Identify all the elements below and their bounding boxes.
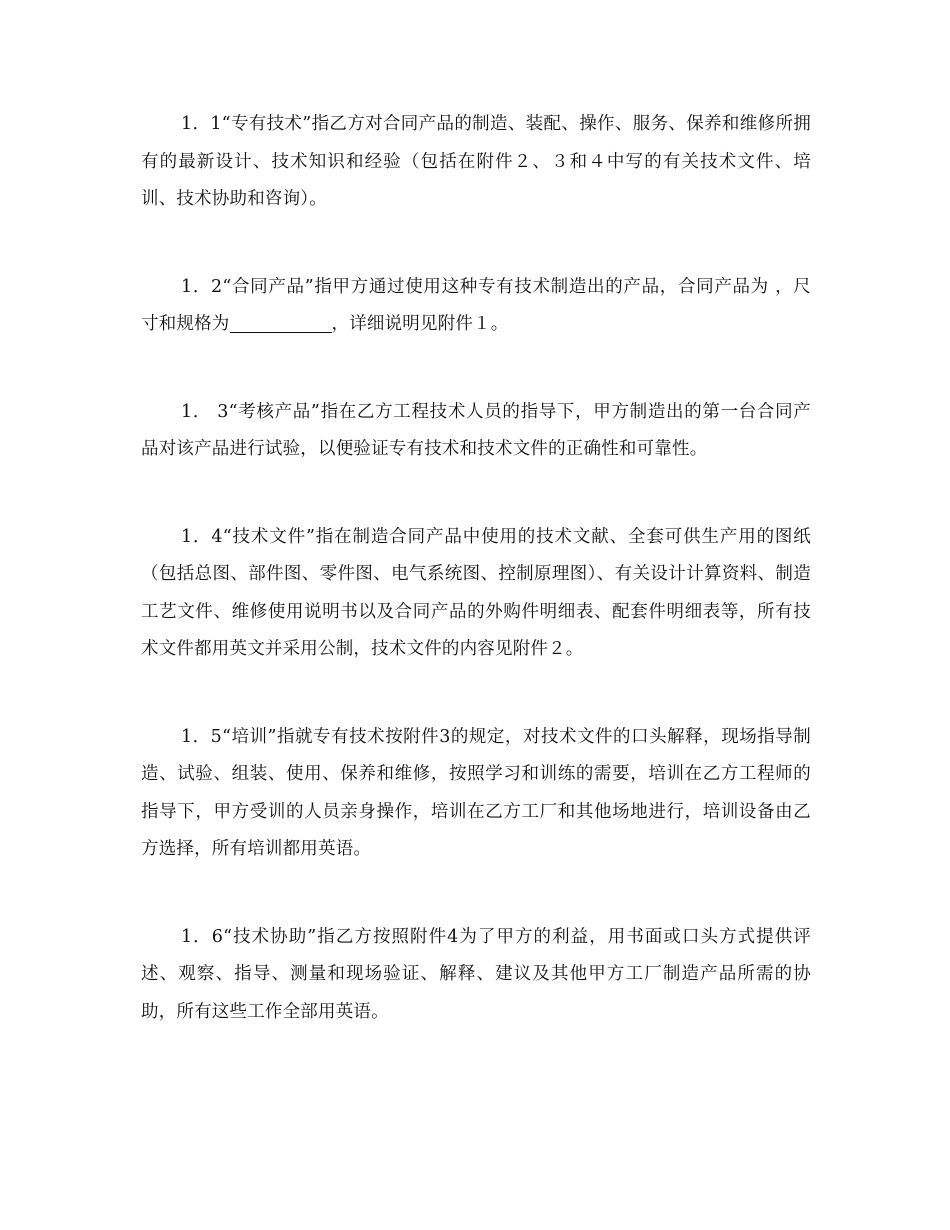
clause-1-5: 1．5“培训”指就专有技术按附件3的规定，对技术文件的口头解释，现场指导制造、试验、组装、使用、保养和维修，按照学习和训练的需要，培训在乙方工程师的指导下，甲方受训的人员亲身操作，培训在乙方工厂和其他场地进行，培训设备由乙方选择，所有培训都用英语。 bbox=[141, 726, 811, 859]
blank-underline bbox=[230, 313, 332, 333]
clause-1-4: 1．4“技术文件”指在制造合同产品中使用的技术文献、全套可供生产用的图纸（包括总图、部件图、零件图、电气系统图、控制原理图）、有关设计计算资料、制造工艺文件、维修使用说明书以及合同产品的外购件明细表、配套件明细表等，所有技术文件都用英文并采用公制，技术文件的内容见附件２。 bbox=[141, 526, 811, 659]
clause-1-2-text-after: ，详细说明见附件１。 bbox=[331, 314, 509, 334]
clause-1-2-text-before: 1．2“合同产品”指甲方通过使用这种专有技术制造出的产品，合同产品为 ，尺寸和规格为 bbox=[141, 276, 811, 334]
clause-1-3: 1． 3“考核产品”指在乙方工程技术人员的指导下，甲方制造出的第一台合同产品对该产品进行试验，以便验证专有技术和技术文件的正确性和可靠性。 bbox=[141, 401, 811, 459]
document-page bbox=[141, 106, 811, 1031]
clause-1-2 bbox=[141, 269, 811, 344]
clause-1-1: 1．1“专有技术”指乙方对合同产品的制造、装配、操作、服务、保养和维修所拥有的最新设计、技术知识和经验（包括在附件２、３和４中写的有关技术文件、培训、技术协助和咨询）。 bbox=[141, 114, 811, 209]
clause-1-6: 1．6“技术协助”指乙方按照附件4为了甲方的利益，用书面或口头方式提供评述、观察、指导、测量和现场验证、解释、建议及其他甲方工厂制造产品所需的协助，所有这些工作全部用英语。 bbox=[141, 926, 811, 1022]
